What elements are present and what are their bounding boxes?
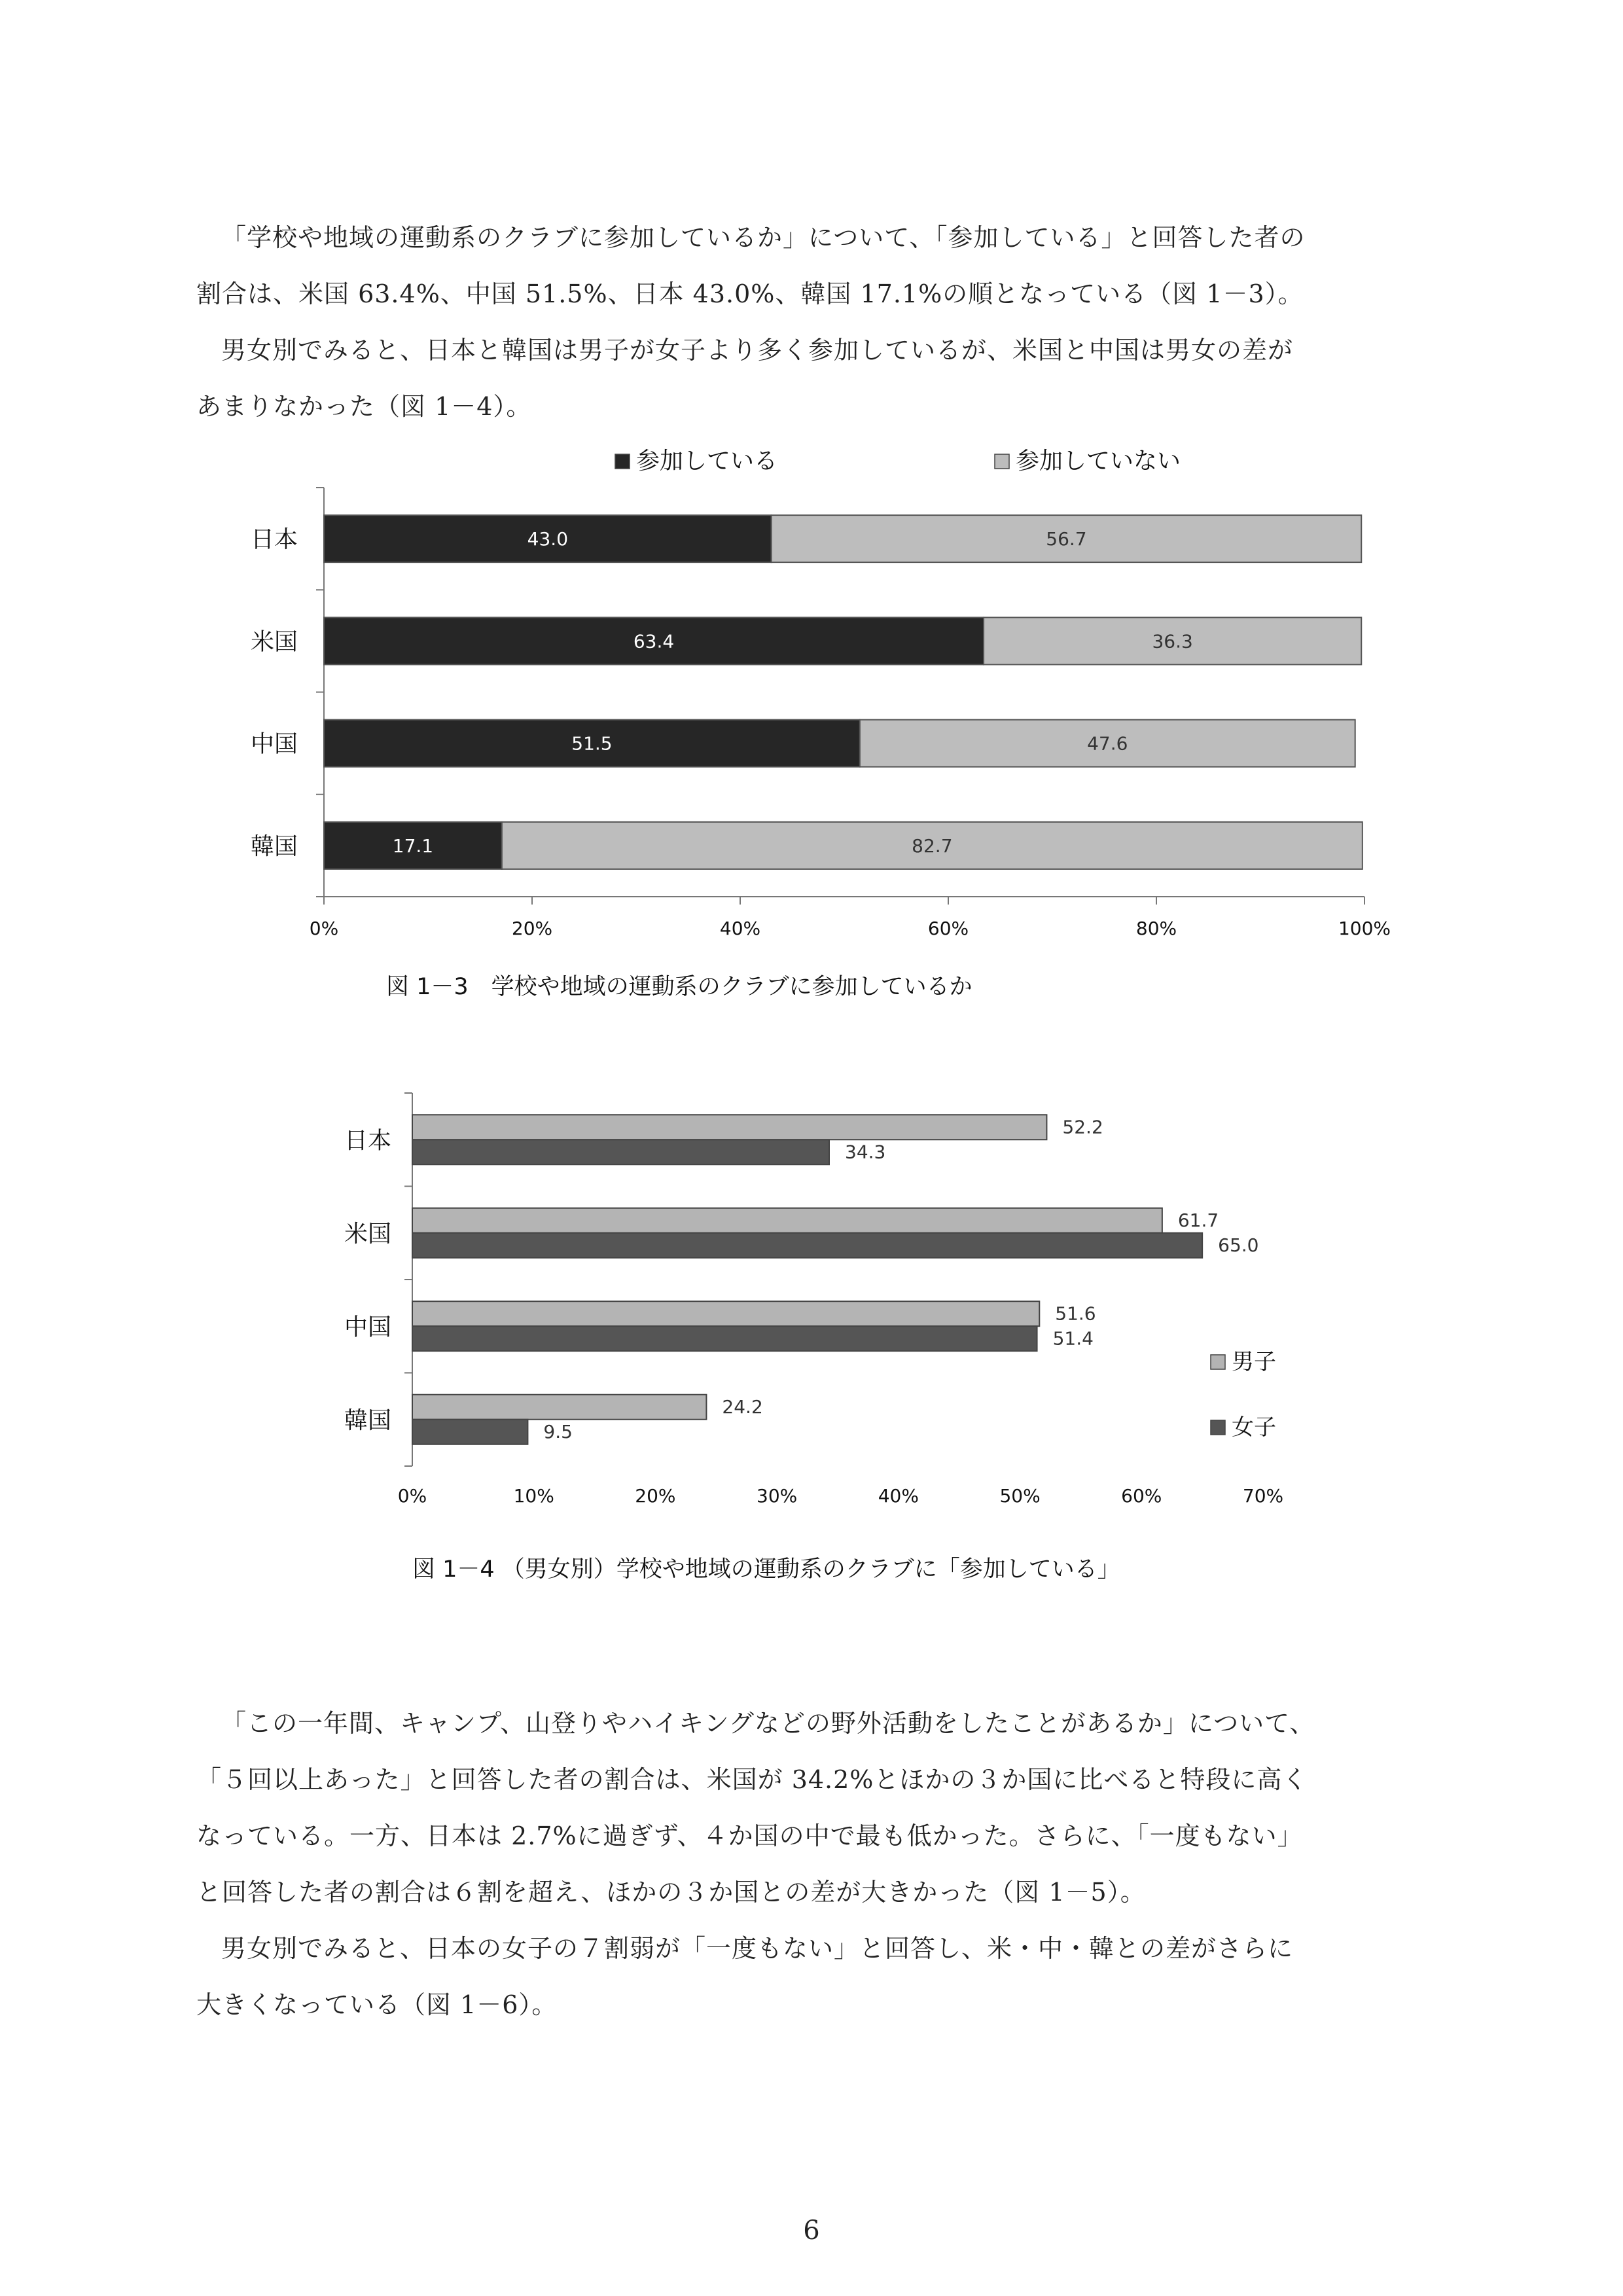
data-label: 65.0 xyxy=(1218,1234,1259,1256)
outro-text xyxy=(196,1695,1440,2033)
category-label: 韓国 xyxy=(344,1407,391,1434)
legend-label: 女子 xyxy=(1232,1414,1276,1441)
x-tick-label: 40% xyxy=(878,1485,919,1507)
bar xyxy=(412,1115,1046,1139)
data-label: 56.7 xyxy=(1046,528,1087,550)
bar xyxy=(412,1395,706,1420)
category-label: 中国 xyxy=(344,1314,391,1341)
x-tick-label: 70% xyxy=(1242,1485,1284,1507)
data-label: 82.7 xyxy=(912,834,953,857)
legend-swatch xyxy=(1211,1420,1225,1435)
data-label: 63.4 xyxy=(633,630,675,653)
x-tick-label: 10% xyxy=(513,1485,554,1507)
figure1-caption: 図 1－3 学校や地域の運動系のクラブに参加しているか xyxy=(386,974,972,1000)
intro-text xyxy=(196,209,1440,435)
outro-p3-line1: 「この一年間、キャンプ、山登りやハイキングなどの野外活動をしたことがあるか」について、 xyxy=(221,1709,1315,1738)
bar xyxy=(412,1139,829,1164)
category-label: 日本 xyxy=(250,526,298,554)
x-tick-label: 50% xyxy=(999,1485,1041,1507)
category-label: 米国 xyxy=(344,1220,391,1247)
data-label: 17.1 xyxy=(392,834,434,857)
x-tick-label: 80% xyxy=(1135,918,1177,939)
intro-p1-line2: 割合は、米国 63.4%、中国 51.5%、日本 43.0%、韓国 17.1%の順となっている（図 1－3）。 xyxy=(196,279,1304,308)
outro-p3-line3: なっている。一方、日本は 2.7%に過ぎず、４か国の中で最も低かった。さらに、「一度もない」 xyxy=(196,1821,1303,1850)
category-label: 韓国 xyxy=(250,833,298,860)
intro-p2-line2: あまりなかった（図 1－4）。 xyxy=(196,392,532,421)
page-number: 6 xyxy=(803,2215,820,2246)
data-label: 61.7 xyxy=(1177,1209,1219,1231)
category-label: 米国 xyxy=(250,628,298,656)
x-tick-label: 0% xyxy=(397,1485,427,1507)
outro-p4-line2: 大きくなっている（図 1－6）。 xyxy=(196,1990,558,2019)
bar xyxy=(412,1233,1202,1258)
data-label: 51.4 xyxy=(1052,1327,1094,1350)
figure1-stacked-bar-chart xyxy=(0,425,1623,942)
outro-p3-line4: と回答した者の割合は６割を超え、ほかの３か国との差が大きかった（図 1－5）。 xyxy=(196,1878,1146,1907)
legend-label: 男子 xyxy=(1232,1349,1276,1375)
x-tick-label: 60% xyxy=(1121,1485,1162,1507)
bar xyxy=(412,1301,1039,1326)
legend-swatch xyxy=(1211,1355,1225,1369)
data-label: 51.5 xyxy=(571,732,613,755)
bar xyxy=(412,1326,1037,1351)
legend-label: 参加していない xyxy=(1016,448,1181,475)
x-tick-label: 30% xyxy=(757,1485,798,1507)
data-label: 52.2 xyxy=(1062,1116,1103,1138)
intro-p2-line1: 男女別でみると、日本と韓国は男子が女子より多く参加しているが、米国と中国は男女の差が xyxy=(221,336,1294,365)
data-label: 47.6 xyxy=(1087,732,1128,755)
x-tick-label: 20% xyxy=(635,1485,676,1507)
legend-swatch xyxy=(615,454,630,469)
legend-label: 参加している xyxy=(636,448,778,475)
outro-p4-line1: 男女別でみると、日本の女子の７割弱が「一度もない」と回答し、米・中・韓との差がさらに xyxy=(221,1934,1294,1963)
figure2-caption: 図 1－4 （男女別）学校や地域の運動系のクラブに「参加している」 xyxy=(412,1556,1120,1583)
data-label: 34.3 xyxy=(845,1141,886,1163)
x-tick-label: 20% xyxy=(511,918,553,939)
figure2-grouped-bar-chart xyxy=(0,1073,1623,1532)
bar xyxy=(412,1420,527,1444)
category-label: 中国 xyxy=(250,730,298,758)
x-tick-label: 0% xyxy=(309,918,339,939)
intro-p1-line1: 「学校や地域の運動系のクラブに参加しているか」について、「参加している」と回答した者の xyxy=(221,223,1306,252)
bar xyxy=(412,1208,1162,1233)
legend-swatch xyxy=(995,454,1009,469)
data-label: 43.0 xyxy=(527,528,569,550)
x-tick-label: 40% xyxy=(719,918,761,939)
x-tick-label: 60% xyxy=(927,918,969,939)
data-label: 9.5 xyxy=(543,1420,573,1443)
category-label: 日本 xyxy=(344,1127,391,1155)
x-tick-label: 100% xyxy=(1338,918,1391,939)
data-label: 24.2 xyxy=(722,1395,763,1418)
outro-p3-line2: 「５回以上あった」と回答した者の割合は、米国が 34.2%とほかの３か国に比べると特段に高く xyxy=(196,1765,1308,1794)
data-label: 36.3 xyxy=(1152,630,1193,653)
data-label: 51.6 xyxy=(1055,1302,1096,1325)
